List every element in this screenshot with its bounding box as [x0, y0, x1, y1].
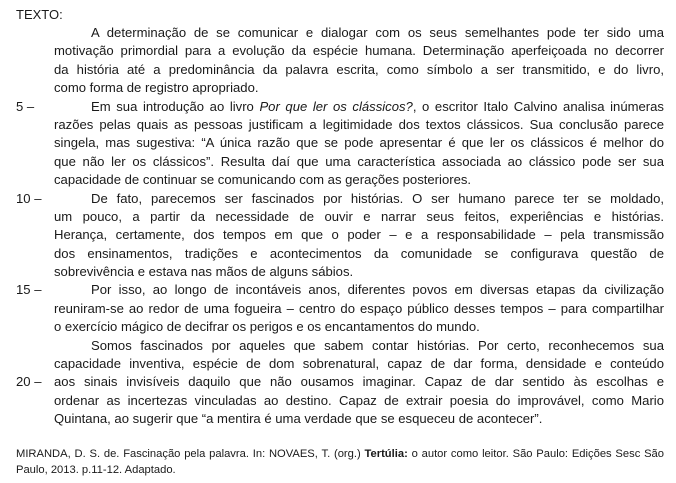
text-line	[16, 373, 664, 391]
citation	[16, 447, 664, 478]
line-number	[16, 300, 54, 318]
text-line	[16, 410, 664, 428]
text-body	[16, 24, 664, 429]
line-number: 10 –	[16, 190, 42, 206]
text-line	[16, 116, 664, 134]
line-number: 5 –	[16, 98, 35, 114]
line-number	[16, 61, 54, 79]
text-line	[16, 153, 664, 171]
line-text: Herança, certamente, dos tempos em que o poder – e a responsabilidade – pela transmissão	[54, 227, 664, 243]
line-text: o exercício mágico de decifrar os perigos e os encantamentos do mundo.	[54, 319, 480, 335]
text-line	[16, 355, 664, 373]
line-number: 20 –	[16, 374, 42, 390]
line-number	[16, 245, 54, 263]
text-line	[16, 61, 664, 79]
line-number	[16, 208, 54, 226]
line-number	[16, 153, 54, 171]
line-text: que não ler os clássicos”. Resulta daí que uma característica associada ao clássico pode ser sua	[54, 153, 664, 169]
text-line	[16, 24, 664, 42]
line-text: Por isso, ao longo de incontáveis anos, diferentes povos em diversas etapas da civilização	[91, 282, 664, 298]
line-text: aos sinais invisíveis daquilo que não ousamos imaginar. Capaz de dar sentido às escolhas e	[54, 374, 664, 390]
text-line	[16, 42, 664, 60]
line-number	[16, 392, 54, 410]
line-text: motivação primordial para a evolução da espécie humana. Determinação aperfeiçoada no decorrer	[54, 43, 664, 59]
line-number	[16, 79, 54, 97]
text-line	[16, 98, 664, 116]
text-line	[16, 263, 664, 281]
citation-rest: o autor como leitor. São Paulo: Edições Sesc São Paulo, 2013. p.11-12. Adaptado.	[16, 448, 664, 476]
text-line	[16, 208, 664, 226]
line-text: ordenar as incertezas vinculadas ao destino. Capaz de extrair poesia do improvável, como Mario	[54, 392, 664, 408]
line-text: Quintana, ao sugerir que “a mentira é uma verdade que se esqueceu de acontecer”.	[54, 411, 543, 427]
citation-title: Tertúlia:	[364, 448, 408, 460]
line-text: capacidade de continuar se comunicando com as gerações posteriores.	[54, 172, 472, 188]
line-text: Em sua introdução ao livro Por que ler os clássicos?, o escritor Italo Calvino analisa inúmeras	[91, 98, 664, 114]
line-number	[16, 263, 54, 281]
line-text: um pouco, a partir da necessidade de ouvir e narrar seus feitos, experiências e histórias.	[54, 208, 664, 224]
line-text: capacidade inventiva, espécie de dom sobrenatural, capaz de dar forma, densidade e conteúdo	[54, 356, 664, 372]
text-heading: TEXTO:	[16, 7, 63, 22]
text-line	[16, 171, 664, 189]
line-text: singela, mas sugestiva: “A única razão que se pode apresentar é que ler os clássicos é melhor do	[54, 135, 664, 151]
text-line	[16, 281, 664, 299]
line-text: De fato, parecemos ser fascinados por histórias. O ser humano parece ter se moldado,	[91, 190, 664, 206]
line-number	[16, 337, 54, 355]
line-text: da história até a predominância da palavra escrita, como símbolo a ser transmitido, e do livro,	[54, 61, 664, 77]
line-number	[16, 318, 54, 336]
citation-author: MIRANDA, D. S. de. Fascinação pela palavra. In: NOVAES, T. (org.)	[16, 448, 365, 460]
line-number	[16, 410, 54, 428]
line-number	[16, 355, 54, 373]
text-line	[16, 392, 664, 410]
text-line	[16, 226, 664, 244]
line-text: razões pelas quais as pessoas justificam a legitimidade dos textos clássicos. Sua conclusão parece	[54, 116, 664, 132]
line-text: sobrevivência e estava nas mãos de alguns sábios.	[54, 264, 354, 280]
line-number	[16, 226, 54, 244]
line-text: dos ensinamentos, tradições e acontecimentos da comunidade se configurava questão de	[54, 245, 664, 261]
line-text: Somos fascinados por aqueles que sabem contar histórias. Por certo, reconhecemos sua	[91, 337, 664, 353]
text-line	[16, 300, 664, 318]
text-line	[16, 79, 664, 97]
line-text: reuniram-se ao redor de uma fogueira – centro do espaço público desses tempos – para compartilhar	[54, 300, 664, 316]
text-line	[16, 134, 664, 152]
line-number	[16, 134, 54, 152]
text-line	[16, 245, 664, 263]
text-line	[16, 337, 664, 355]
line-number: 15 –	[16, 282, 42, 298]
line-text: como forma de registro apropriado.	[54, 80, 259, 96]
line-number	[16, 24, 54, 42]
line-number	[16, 42, 54, 60]
line-text: A determinação de se comunicar e dialogar com os seus semelhantes pode ter sido uma	[91, 25, 664, 40]
text-line	[16, 318, 664, 336]
line-number	[16, 116, 54, 134]
book-title: Por que ler os clássicos?	[259, 98, 413, 114]
line-number	[16, 171, 54, 189]
text-line	[16, 190, 664, 208]
